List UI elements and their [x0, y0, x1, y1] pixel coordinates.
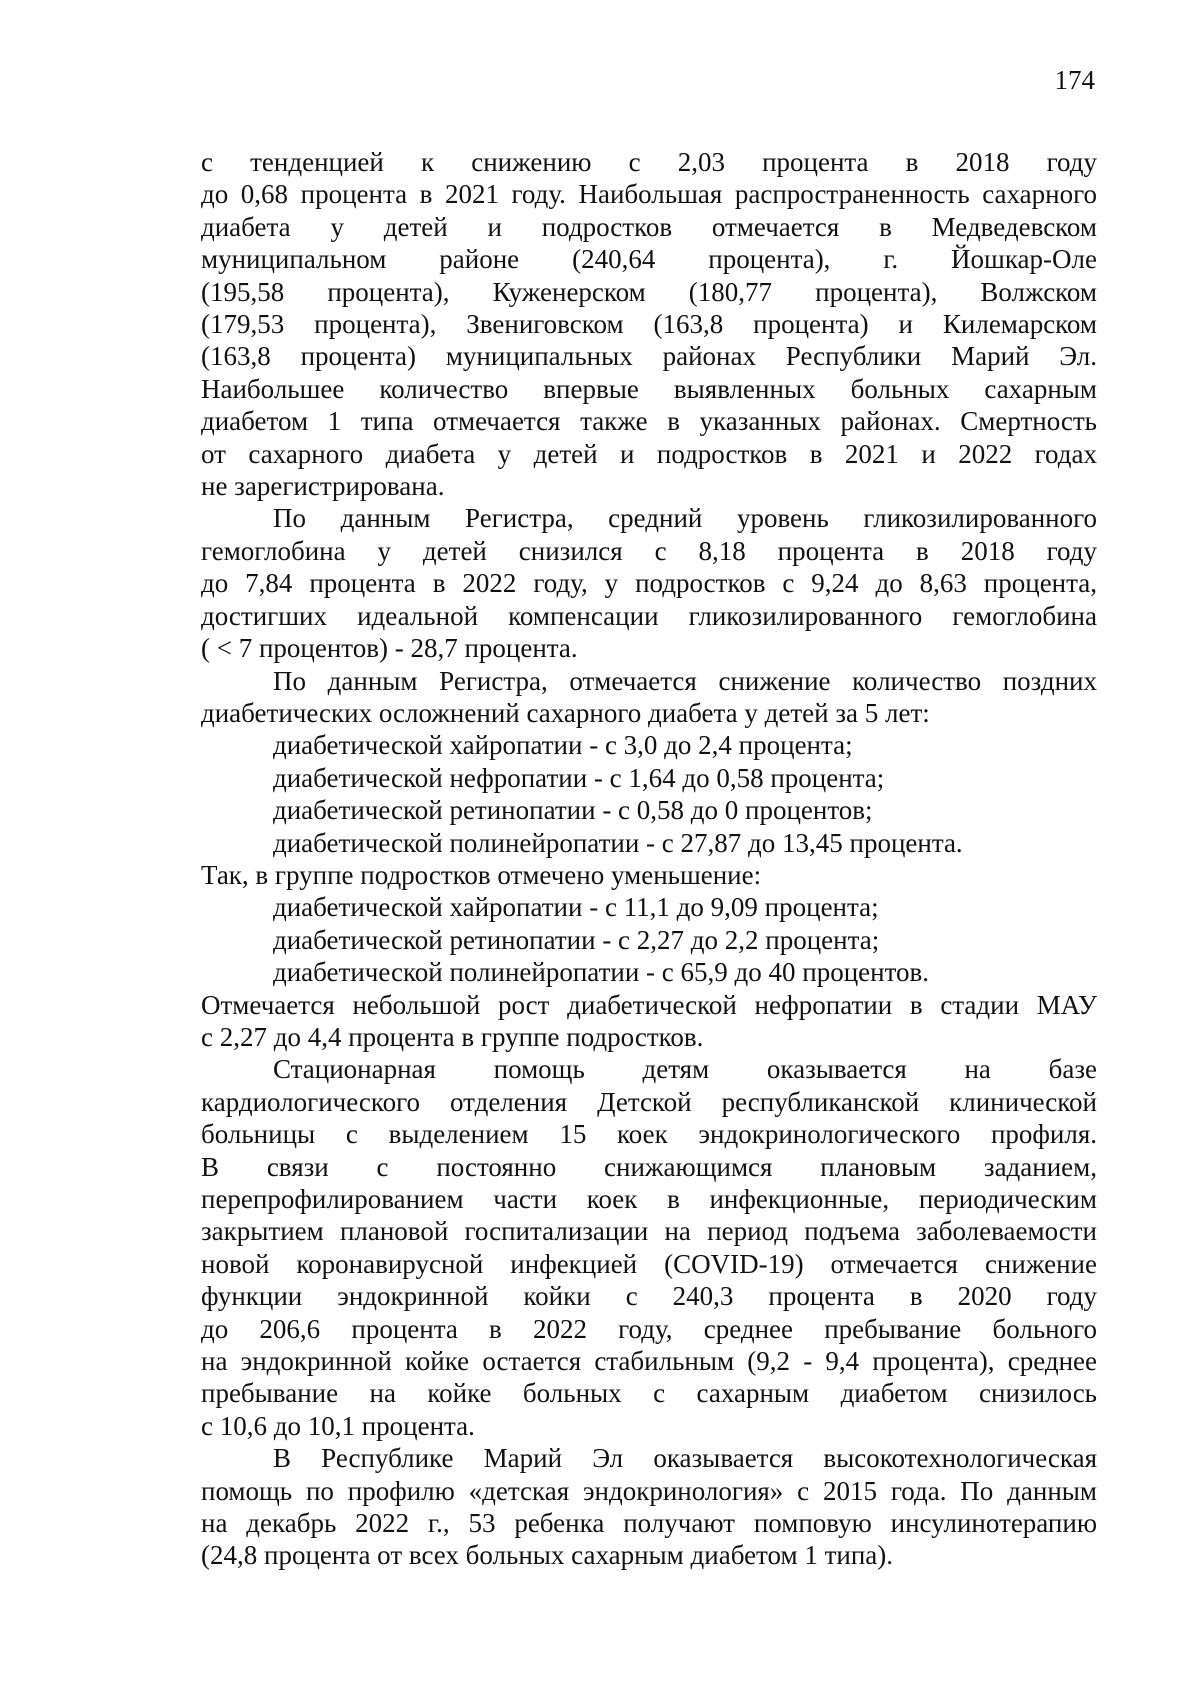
text-line: По данным Регистра, отмечается снижение количество поздних	[273, 665, 1097, 696]
text-line: гемоглобина у детей снизился с 8,18 процента в 2018 году	[201, 535, 1097, 566]
text-line: закрытием плановой госпитализации на период подъема заболеваемости	[201, 1216, 1097, 1247]
page-number: 174	[1054, 65, 1095, 95]
text-line: больницы с выделением 15 коек эндокринологического профиля.	[201, 1119, 1097, 1150]
text-line: В связи с постоянно снижающимся плановым заданием,	[201, 1151, 1097, 1182]
text-line: до 206,6 процента в 2022 году, среднее пребывание больного	[201, 1313, 1097, 1344]
paragraph-p8	[201, 859, 1097, 891]
text-line: с тенденцией к снижению с 2,03 процента в 2018 году	[201, 147, 1097, 177]
text-line: диабетической хайропатии - с 11,1 до 9,09 процента;	[273, 892, 879, 923]
text-line: Наибольшее количество впервые выявленных больных сахарным	[201, 373, 1097, 404]
text-line: диабетической полинейропатии - с 27,87 до 13,45 процента.	[273, 827, 963, 858]
text-line: (163,8 процента) муниципальных районах Республики Марий Эл.	[201, 341, 1097, 372]
text-line: диабетической нефропатии - с 1,64 до 0,58 процента;	[273, 762, 885, 793]
text-line: новой коронавирусной инфекцией (COVID-19) отмечается снижение	[201, 1248, 1097, 1279]
text-line: с 10,6 до 10,1 процента.	[201, 1410, 475, 1441]
text-line: (195,58 процента), Куженерском (180,77 процента), Волжском	[201, 276, 1097, 307]
text-line: муниципальном районе (240,64 процента), г. Йошкар-Оле	[201, 244, 1097, 275]
text-line: диабетической ретинопатии - с 2,27 до 2,2 процента;	[273, 924, 880, 955]
text-line: не зарегистрирована.	[201, 471, 445, 502]
text-line: от сахарного диабета у детей и подростков в 2021 и 2022 годах	[201, 438, 1097, 469]
text-line: диабетических осложнений сахарного диабета у детей за 5 лет:	[201, 697, 930, 728]
paragraph-p5	[201, 762, 1097, 794]
paragraph-p2	[201, 502, 1097, 664]
text-line: (24,8 процента от всех больных сахарным диабетом 1 типа).	[201, 1540, 893, 1571]
text-line: кардиологического отделения Детской республиканской клинической	[201, 1086, 1097, 1117]
text-line: до 7,84 процента в 2022 году, у подростков с 9,24 до 8,63 процента,	[201, 568, 1097, 599]
text-line: (179,53 процента), Звениговском (163,8 процента) и Килемарском	[201, 309, 1097, 340]
paragraph-p3	[201, 665, 1097, 730]
document-body	[201, 146, 1097, 1572]
text-line: помощь по профилю «детская эндокринология» с 2015 года. По данным	[201, 1475, 1097, 1506]
paragraph-p12	[201, 989, 1097, 1054]
text-line: пребывание на койке больных с сахарным диабетом снизилось	[201, 1378, 1097, 1409]
text-line: достигших идеальной компенсации гликозилированного гемоглобина	[201, 600, 1097, 631]
text-line: с 2,27 до 4,4 процента в группе подростков.	[201, 1021, 704, 1052]
text-line: ( < 7 процентов) - 28,7 процента.	[201, 633, 578, 664]
text-line: диабетической полинейропатии - с 65,9 до 40 процентов.	[273, 957, 930, 988]
text-line: перепрофилированием части коек в инфекционные, периодическим	[201, 1184, 1097, 1214]
paragraph-p14	[201, 1442, 1097, 1572]
paragraph-p11	[201, 956, 1097, 988]
paragraph-p10	[201, 924, 1097, 956]
paragraph-p4	[201, 729, 1097, 761]
text-line: диабетом 1 типа отмечается также в указанных районах. Смертность	[201, 406, 1097, 437]
text-line: По данным Регистра, средний уровень гликозилированного	[273, 503, 1097, 534]
text-line: на декабрь 2022 г., 53 ребенка получают помповую инсулинотерапию	[201, 1508, 1097, 1539]
text-line: до 0,68 процента в 2021 году. Наибольшая распространенность сахарного	[201, 179, 1097, 210]
text-line: на эндокринной койке остается стабильным (9,2 - 9,4 процента), среднее	[201, 1346, 1097, 1377]
text-line: диабетической хайропатии - с 3,0 до 2,4 процента;	[273, 730, 853, 761]
paragraph-p9	[201, 891, 1097, 923]
text-line: диабета у детей и подростков отмечается в Медведевском	[201, 211, 1097, 242]
text-line: Отмечается небольшой рост диабетической нефропатии в стадии МАУ	[201, 989, 1097, 1020]
text-line: Так, в группе подростков отмечено уменьшение:	[201, 859, 762, 890]
text-line: функции эндокринной койки с 240,3 процента в 2020 году	[201, 1281, 1097, 1312]
paragraph-p6	[201, 794, 1097, 826]
paragraph-p7	[201, 827, 1097, 859]
text-line: диабетической ретинопатии - с 0,58 до 0 процентов;	[273, 795, 873, 826]
paragraph-p13	[201, 1053, 1097, 1442]
text-line: Стационарная помощь детям оказывается на базе	[273, 1054, 1097, 1085]
paragraph-p1	[201, 146, 1097, 502]
text-line: В Республике Марий Эл оказывается высокотехнологическая	[273, 1443, 1097, 1474]
